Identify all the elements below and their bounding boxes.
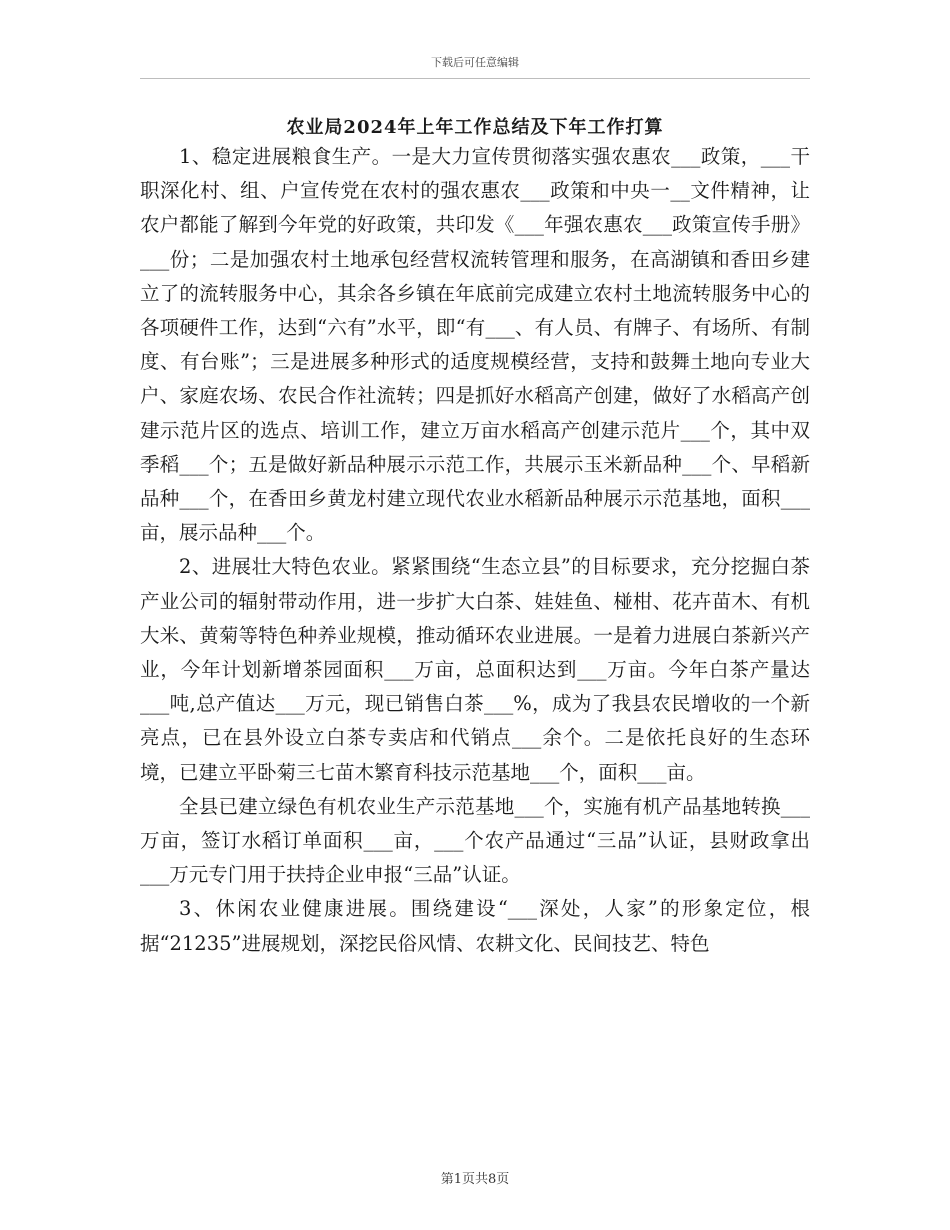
paragraph-specialty-agriculture: 2、进展壮大特色农业。紧紧围绕“生态立县”的目标要求，充分挖掘白茶产业公司的辐射带动作用，进一步扩大白茶、娃娃鱼、椪柑、花卉苗木、有机大米、黄菊等特色种养业规模，推动循环农业进展。一是着力进展白茶新兴产业，今年计划新增茶园面积___万亩，总面积达到___万亩。今年白茶产量达___吨,总产值达___万元，现已销售白茶___%，成为了我县农民增收的一个新亮点，已在县外设立白茶专卖店和代销点___余个。二是依托良好的生态环境，已建立平卧菊三七苗木繁育科技示范基地___个，面积___亩。 [140,555,810,784]
paragraph-leisure-agriculture: 3、休闲农业健康进展。围绕建设“___深处，人家”的形象定位，根据“21235”进展规划，深挖民俗风情、农耕文化、民间技艺、特色 [140,897,810,955]
page-header-note: 下载后可任意编辑 [431,56,519,69]
header-divider [140,78,810,79]
paragraph-grain-production: 1、稳定进展粮食生产。一是大力宣传贯彻落实强农惠农___政策，___干职深化村、组、户宣传党在农村的强农惠农___政策和中央一__文件精神，让农户都能了解到今年党的好政策，共印发《___年强农惠农___政策宣传手册》___份；二是加强农村土地承包经营权流转管理和服务，在高湖镇和香田乡建立了的流转服务中心，其余各乡镇在年底前完成建立农村土地流转服务中心的各项硬件工作，达到“六有”水平，即“有___、有人员、有牌子、有场所、有制度、有台账”；三是进展多种形式的适度规模经营，支持和鼓舞土地向专业大户、家庭农场、农民合作社流转；四是抓好水稻高产创建，做好了水稻高产创建示范片区的选点、培训工作，建立万亩水稻高产创建示范片___个，其中双季稻___个；五是做好新品种展示示范工作，共展示玉米新品种___个、早稻新品种___个，在香田乡黄龙村建立现代农业水稻新品种展示示范基地，面积___亩，展示品种___个。 [140,145,810,545]
paragraph-organic-bases: 全县已建立绿色有机农业生产示范基地___个，实施有机产品基地转换___万亩，签订水稻订单面积___亩，___个农产品通过“三品”认证，县财政拿出___万元专门用于扶持企业申报“三品”认证。 [140,794,810,887]
document-title: 农业局2024年上年工作总结及下年工作打算 [286,117,664,138]
page-number: 第1页共8页 [440,1172,510,1187]
document-body [140,140,810,961]
